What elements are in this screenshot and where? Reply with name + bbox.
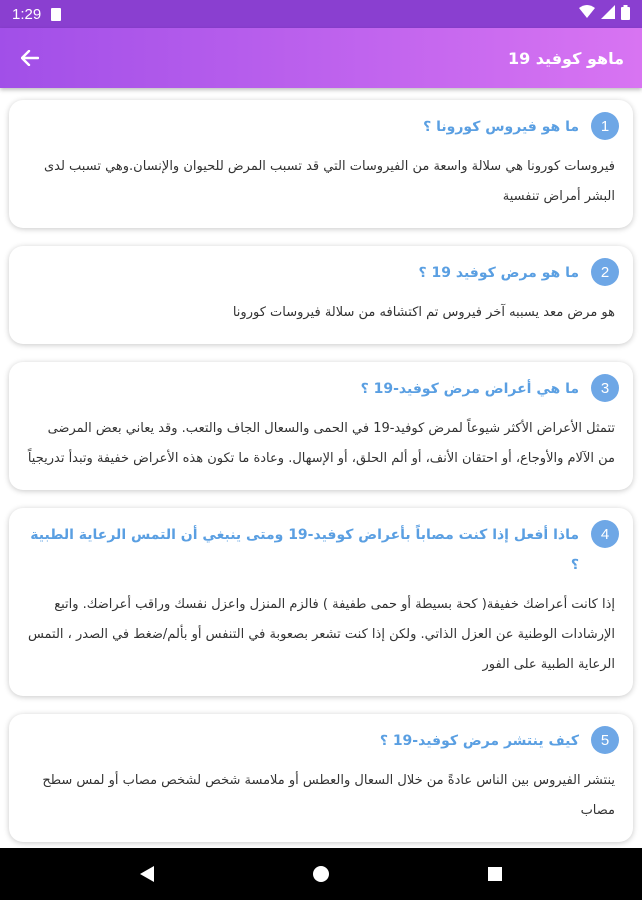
wifi-icon bbox=[579, 5, 595, 23]
faq-list[interactable] bbox=[0, 88, 642, 848]
faq-number-badge: 3 bbox=[591, 374, 619, 402]
faq-card-3[interactable] bbox=[9, 362, 633, 490]
home-circle-icon[interactable] bbox=[309, 862, 333, 886]
faq-answer: فيروسات كورونا هي سلالة واسعة من الفيروسات التي قد تسبب المرض للحيوان والإنسان.وهي تسبب لدى البشر أمراض تنفسية bbox=[43, 159, 615, 204]
app-bar bbox=[0, 28, 642, 88]
faq-question: ما هو فيروس كورونا ؟ bbox=[423, 119, 579, 135]
status-time: 1:29 bbox=[12, 5, 42, 23]
page-title: ماهو كوفيد 19 bbox=[507, 48, 624, 68]
back-triangle-icon[interactable] bbox=[135, 862, 159, 886]
faq-question: كيف ينتشر مرض كوفيد-19 ؟ bbox=[379, 733, 579, 749]
arrow-back-icon[interactable] bbox=[18, 46, 42, 70]
faq-number-badge: 4 bbox=[591, 520, 619, 548]
faq-number-badge: 1 bbox=[591, 112, 619, 140]
faq-card-2[interactable] bbox=[9, 246, 633, 344]
faq-question: ما هي أعراض مرض كوفيد-19 ؟ bbox=[360, 381, 579, 397]
faq-card-5[interactable] bbox=[9, 714, 633, 842]
faq-answer: إذا كانت أعراضك خفيفة( كحة بسيطة أو حمى طفيفة ) فالزم المنزل واعزل نفسك وراقب أعراضك. واتبع الإرشادات الوطنية عن العزل الذاتي. ولكن إذا كنت تشعر بصعوبة في التنفس أو بألم/ضغط في الصدر ، التمس الرعاية الطبية على الفور bbox=[27, 597, 615, 672]
recents-square-icon[interactable] bbox=[483, 862, 507, 886]
faq-answer: تتمثل الأعراض الأكثر شيوعاً لمرض كوفيد-19 في الحمى والسعال الجاف والتعب. وقد يعاني بعض المرضى من الآلام والأوجاع، أو احتقان الأنف، أو ألم الحلق، أو الإسهال. وعادة ما تكون هذه الأعراض خفيفة وتبدأ تدريجياً bbox=[27, 421, 615, 466]
status-icons bbox=[579, 5, 630, 24]
faq-number-badge: 2 bbox=[591, 258, 619, 286]
system-nav-bar bbox=[0, 848, 642, 900]
sd-card-icon bbox=[51, 8, 61, 21]
battery-icon bbox=[621, 5, 630, 24]
faq-question: ماذا أفعل إذا كنت مصاباً بأعراض كوفيد-19 ومتى ينبغي أن التمس الرعاية الطبية ؟ bbox=[30, 527, 579, 573]
signal-icon bbox=[601, 5, 615, 23]
faq-answer: هو مرض معد يسببه آخر فيروس تم اكتشافه من سلالة فيروسات كورونا bbox=[232, 305, 615, 320]
faq-card-4[interactable] bbox=[9, 508, 633, 696]
faq-question: ما هو مرض كوفيد 19 ؟ bbox=[418, 265, 579, 281]
status-bar bbox=[0, 0, 642, 28]
faq-answer: ينتشر الفيروس بين الناس عادةً من خلال السعال والعطس أو ملامسة شخص لشخص مصاب أو لمس سطح مصاب bbox=[42, 773, 615, 818]
faq-number-badge: 5 bbox=[591, 726, 619, 754]
faq-card-1[interactable] bbox=[9, 100, 633, 228]
